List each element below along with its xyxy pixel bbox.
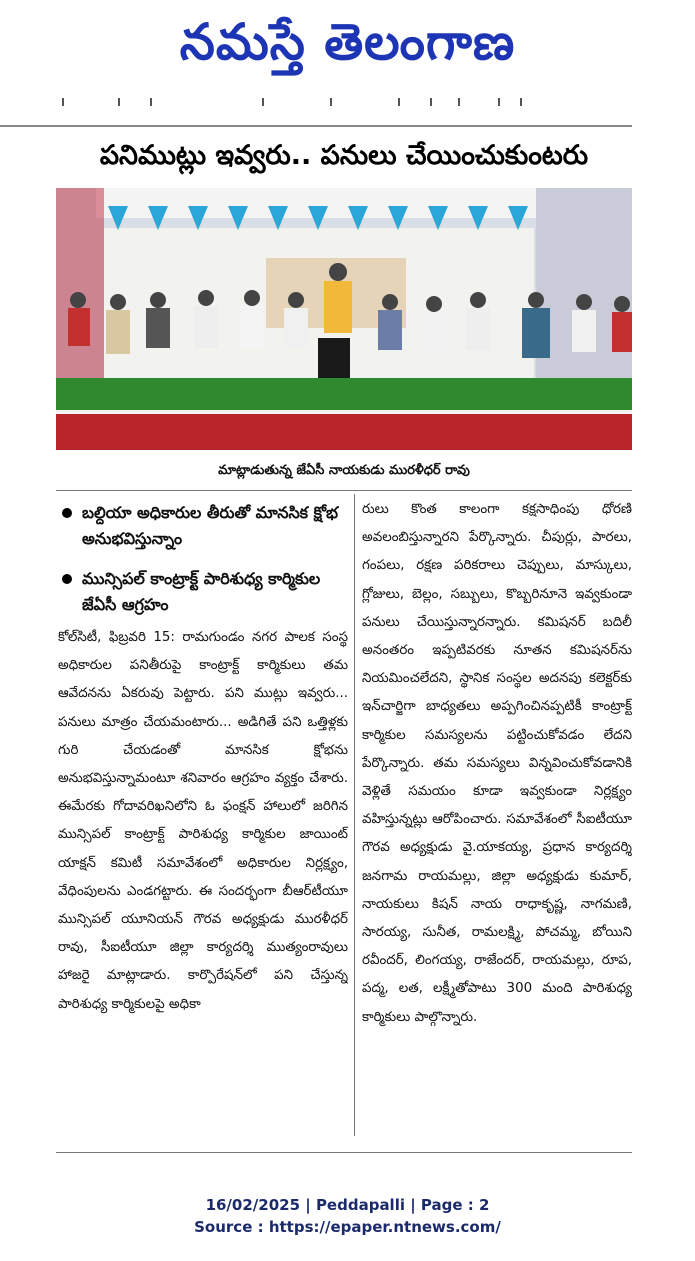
- column-divider: [354, 494, 355, 1136]
- footer-date-edition: 16/02/2025 | Peddapalli | Page : 2: [205, 1196, 490, 1214]
- bullet-icon: [62, 508, 72, 518]
- meeting-photo: [56, 188, 632, 450]
- top-rule: [0, 125, 632, 127]
- bullet-item: [60, 500, 348, 552]
- photo-caption: మాట్లాడుతున్న జేఏసీ నాయకుడు మురళీధర్ రావు: [218, 463, 470, 478]
- bullet-text: బల్దియా అధికారుల తీరుతో మానసిక క్షోభ అనుభవిస్తున్నాం: [82, 503, 338, 548]
- masthead: [0, 0, 695, 90]
- article-photo: [56, 188, 632, 450]
- article-headline: పనిముట్లు ఇవ్వరు.. పనులు చేయించుకుంటరు: [99, 140, 589, 171]
- masthead-logo: నమస్తే తెలంగాణ: [179, 12, 516, 71]
- caption-rule: [56, 490, 632, 491]
- footer-source: Source : https://epaper.ntnews.com/: [194, 1218, 501, 1236]
- bottom-rule: [56, 1152, 632, 1153]
- bullet-icon: [62, 574, 72, 584]
- bullet-text: మున్సిపల్ కాంట్రాక్ట్ పారిశుధ్య కార్మికుల జేఏసీ ఆగ్రహం: [82, 569, 321, 614]
- masthead-strip: [0, 94, 695, 110]
- article-body-right: రులు కొంత కాలంగా కక్షసాధింపు ధోరణి అవలంబిస్తున్నారని పేర్కొన్నారు. చీపుర్లు, పారలు, గంపలు, రక్షణ పరికరాలు చెప్పులు, మాస్కులు, గ్లోజులు, బెల్లం, సబ్బులు, కొబ్బరినూనె ఇవ్వకుండా పనులు చేయిస్తున్నారన్నారు. కమిషనర్ బదిలీ అనంతరం ఇప్పటివరకు నూతన కమిషనర్‌ను నియమించలేదని, స్థానిక సంస్థల అదనపు కలెక్టర్‌కు ఇన్‌చార్జిగా బాధ్యతలు అప్పగించినప్పటికీ కాంట్రాక్ట్ కార్మికుల సమస్యలను పట్టించుకోవడం లేదని పేర్కొన్నారు. తమ సమస్యలు విన్నవించుకోవడానికి వెళ్లితే సమయం కూడా ఇవ్వకుండా నిర్లక్ష్యం వహిస్తున్నట్లు ఆరోపించారు. సమావేశంలో సీఐటీయూ గౌరవ అధ్యక్షుడు వై.యాకయ్య, ప్రధాన కార్యదర్శి జనగామ రాయమల్లు, జిల్లా అధ్యక్షుడు కుమార్, నాయకులు కిషన్ నాయ రాధాకృష్ణ, నాగమణి, సారయ్య, సునీత, రామలక్ష్మి, పోచమ్మ, బోయిని రవీందర్, లింగయ్య, రాజేందర్, రాయమల్లు, రూప, పద్మ, లత, లక్ష్మీతోపాటు 300 మంది పారిశుధ్య కార్మికులు పాల్గొన్నారు.: [362, 502, 632, 1025]
- page-footer: [0, 1194, 695, 1238]
- bullet-list: [60, 500, 348, 632]
- article-body-left: కోల్‌సిటీ, ఫిబ్రవరి 15: రామగుండం నగర పాలక సంస్థ అధికారుల పనితీరుపై కాంట్రాక్ట్ కార్మికులు తమ ఆవేదనను ఏకరువు పెట్టారు. పని ముట్లు ఇవ్వరు... పనులు మాత్రం చేయమంటారు... అడిగితే పని ఒత్తిళ్లకు గురి చేయడంతో మానసిక క్షోభను అనుభవిస్తున్నామంటూ శనివారం ఆగ్రహం వ్యక్తం చేశారు. ఈమేరకు గోదావరిఖనిలోని ఓ ఫంక్షన్ హాలులో జరిగిన మున్సిపల్ కాంట్రాక్ట్ పారిశుధ్య కార్మికుల జాయింట్ యాక్షన్ కమిటీ సమావేశంలో అధికారుల నిర్లక్ష్యం, వేధింపులను ఎండగట్టారు. ఈ సందర్భంగా బీఆర్‌టీయూ మున్సిపల్ యూనియన్ గౌరవ అధ్యక్షుడు మురళీధర్ రావు, సీఐటీయూ జిల్లా కార్యదర్శి ముత్యంరావులు హాజరై మాట్లాడారు. కార్పొరేషన్‌లో పని చేస్తున్న పారిశుధ్య కార్మికులపై అధికా: [58, 630, 348, 1012]
- bullet-item: [60, 566, 348, 618]
